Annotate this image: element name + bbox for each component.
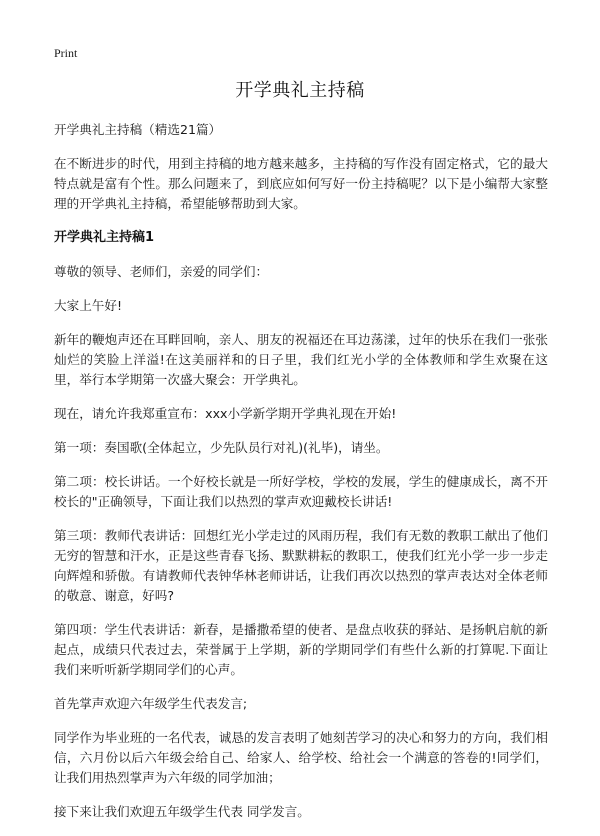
paragraph-grade6-response: 同学作为毕业班的一名代表，诚恳的发言表明了她刻苦学习的决心和努力的方向，我们相信，六月份以后六年级会给自己、给家人、给学校、给社会一个满意的答卷的!同学们，让我们用热烈掌声为六年级的同学加油； bbox=[54, 730, 548, 785]
paragraph-item-3: 第三项：教师代表讲话：回想红光小学走过的风雨历程，我们有无数的教职工献出了他们无穷的智慧和汗水，正是这些青春飞扬、默默耕耘的教职工，使我们红光小学一步一步走向辉煌和骄傲。有请教师代表钟华林老师讲话，让我们再次以热烈的掌声表达对全体老师的敬意、谢意，好吗? bbox=[54, 528, 548, 603]
page-title: 开学典礼主持稿 bbox=[235, 80, 365, 101]
paragraph-item-4: 第四项：学生代表讲话：新春，是播撒希望的使者、是盘点收获的驿站、是扬帆启航的新起点，成绩只代表过去，荣誉属于上学期，新的学期同学们有些什么新的打算呢.下面让我们来听听新学期同学们的心声。 bbox=[54, 622, 548, 677]
paragraph-item-1: 第一项：奏国歌(全体起立，少先队员行对礼)(礼毕)，请坐。 bbox=[54, 440, 389, 455]
paragraph-announcement: 现在，请允许我郑重宣布：xxx小学新学期开学典礼现在开始! bbox=[54, 406, 397, 421]
paragraph-greeting: 尊敬的领导、老师们，亲爱的同学们： bbox=[54, 264, 269, 279]
article-intro: 在不断进步的时代，用到主持稿的地方越来越多，主持稿的写作没有固定格式，它的最大特点就是富有个性。那么问题来了，到底应如何写好一份主持稿呢？以下是小编帮大家整理的开学典礼主持稿，希望能够帮助到大家。 bbox=[54, 156, 548, 211]
paragraph-grade5-intro: 接下来让我们欢迎五年级学生代表 同学发言。 bbox=[54, 804, 310, 819]
paragraph-grade6-intro: 首先掌声欢迎六年级学生代表发言; bbox=[54, 696, 248, 711]
print-link[interactable]: Print bbox=[54, 46, 78, 60]
paragraph-item-2: 第二项：校长讲话。一个好校长就是一所好学校，学校的发展，学生的健康成长，离不开校长的"正确领导，下面让我们以热烈的掌声欢迎戴校长讲话! bbox=[54, 474, 548, 509]
article-subheading: 开学典礼主持稿（精选21篇） bbox=[54, 122, 222, 137]
section-title: 开学典礼主持稿1 bbox=[54, 230, 155, 245]
paragraph-good-morning: 大家上午好! bbox=[54, 298, 123, 313]
paragraph-new-year: 新年的鞭炮声还在耳畔回响，亲人、朋友的祝福还在耳边荡漾，过年的快乐在我们一张张灿烂的笑脸上洋溢!在这美丽祥和的日子里，我们红光小学的全体教师和学生欢聚在这里，举行本学期第一次盛大聚会：开学典礼。 bbox=[54, 332, 548, 387]
article-body bbox=[54, 120, 548, 836]
